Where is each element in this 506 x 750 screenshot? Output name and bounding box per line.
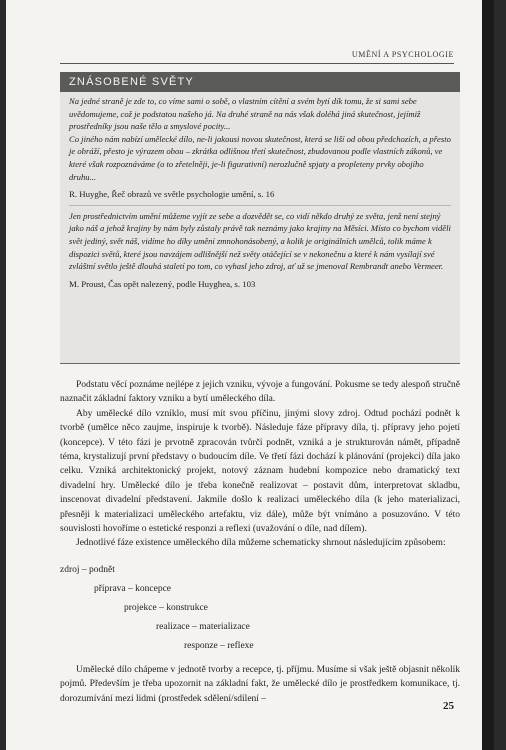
body-paragraph: Aby umělecké dílo vzniklo, musí mít svou příčinu, jinými slovy zdroj. Odtud pochází podnět k tvorbě (umělce něco zaujme, inspiruje k tvorbě). Následuje fáze přípravy díla, tj. přípravy jeho pojetí (koncepce). V této fázi je prvotně zpracován tvůrčí podnět, vzniká a je strukturován námět, případně téma, krystalizují první představy o budoucím díle. Ve třetí fázi dochází k plánování (projekci) díla jako celku. Vzniká architektonický projekt, notový záznam hudební kompozice nebo dramatický text divadelní hry. Umělecké dílo je třeba konečně realizovat – postavit dům, interpretovat skladbu, inscenovat divadelní představení. Jakmile došlo k realizaci uměleckého díla (k jeho materializaci, přesněji k materializaci uměleckého artefaktu, viz dále), může být vnímáno a posuzováno. V této souvislosti hovoříme o estetické responzi a reflexi (uvažování o díle, nad dílem).: [60, 408, 460, 535]
body-paragraph: Podstatu věcí poznáme nejlépe z jejich vzniku, vývoje a fungování. Pokusme se tedy alespoň stručně naznačit základní faktory vzniku a bytí uměleckého díla.: [60, 380, 460, 405]
quote-paragraph: Co jiného nám nabízí umělecké dílo, ne-li jakousi novou skutečnost, která se liší od obou předchozích, a přesto je obráží, přesto je výrazem obou – zkrátka odlišnou třetí skutečnost, zbudovanou podle vlastních zákonů, ve které však rozpoznáváme (o to zřetelněji, je-li figurativní) nerozlučně spjaty a propleteny prvky obojího druhu...: [69, 133, 451, 182]
quote-paragraph: Na jedné straně je zde to, co víme sami o sobě, o vlastním cítění a svém bytí dík tomu, že si sami sebe uvědomujeme, což je podstatou našeho já. Na druhé straně na nás však doléhá jiná skutečnost, jejímiž prostředníky jsou naše tělo a smyslové pocity...: [69, 96, 421, 132]
header-rule: [60, 63, 454, 64]
quote-paragraph: Jen prostřednictvím umění můžeme vyjít ze sebe a dozvědět se, co vidí někdo druhý ze světa, jenž není stejný jako náš a jehož krajiny by nám byly zůstaly právě tak neznámy jako krajiny na Měsíci. Místo co bychom viděli svět jediný, svět náš, vidíme ho díky umění zmnohonásobený, a kolik je originálních umělců, tolik máme k dispozici světů, které jsou navzájem odlišnější než světy otáčející se v nekonečnu a které k nám vysílají své zvláštní světlo ještě dlouhá staletí po tom, co vyhasl jeho zdroj, ať už se jmenoval Rembrandt anebo Vermeer.: [69, 210, 451, 272]
main-text: [60, 378, 460, 706]
running-head: UMĚNÍ A PSYCHOLOGIE: [351, 50, 454, 59]
phase-schema: [60, 551, 460, 663]
quote-citation: M. Proust, Čas opět nalezený, podle Huyghea, s. 103: [69, 278, 256, 289]
quote-citation: R. Huyghe, Řeč obrazů ve světle psychologie umění, s. 16: [69, 189, 275, 200]
book-spine: [482, 0, 494, 750]
schema-line: realizace – materializace: [156, 621, 250, 632]
body-paragraph: Jednotlivé fáze existence uměleckého díla můžeme schematicky shrnout následujícím způsobem:: [76, 538, 446, 549]
quote-box: [60, 72, 460, 364]
quote-divider: [69, 205, 451, 206]
schema-line: zdroj – podnět: [60, 564, 115, 575]
body-paragraph: Umělecké dílo chápeme v jednotě tvorby a recepce, tj. příjmu. Musíme si však ještě objasnit několik pojmů. Především je třeba upozornit na základní fakt, že umělecké dílo je prostředkem komunikace, tj. dorozumívání mezi lidmi (prostředek sdělení/sdílení –: [60, 664, 460, 704]
box-title: ZNÁSOBENÉ SVĚTY: [60, 72, 460, 92]
schema-line: příprava – koncepce: [94, 583, 172, 594]
schema-line: projekce – konstrukce: [124, 602, 208, 613]
page-number: 25: [443, 700, 454, 712]
schema-line: responze – reflexe: [184, 640, 254, 651]
book-page: [6, 0, 494, 750]
